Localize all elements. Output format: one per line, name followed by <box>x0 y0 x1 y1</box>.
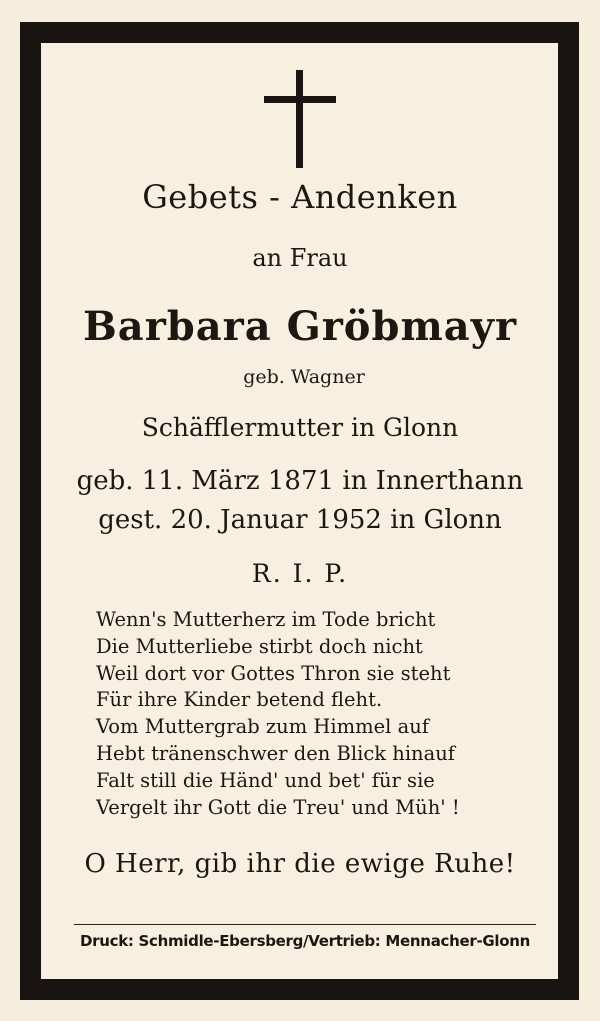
birth-line: geb. 11. März 1871 in Innerthann <box>76 466 524 496</box>
divider-rule <box>74 924 536 925</box>
occupation-text: Schäfflermutter in Glonn <box>141 413 459 442</box>
poem-line: Für ihre Kinder betend fleht. <box>96 688 383 712</box>
poem-line: Wenn's Mutterherz im Tode bricht <box>96 608 436 631</box>
maiden-name: geb. Wagner <box>243 366 365 388</box>
poem-line: Die Mutterliebe stirbt doch nicht <box>96 634 423 658</box>
poem-line: Vom Muttergrab zum Himmel auf <box>96 715 430 739</box>
poem-line: Hebt tränenschwer den Blick hinauf <box>96 741 456 765</box>
poem-line: Vergelt ihr Gott die Treu' und Müh' ! <box>96 795 460 819</box>
death-line: gest. 20. Januar 1952 in Glonn <box>98 505 502 535</box>
card-title: Gebets - Andenken <box>142 178 458 216</box>
closing-prayer: O Herr, gib ihr die ewige Ruhe! <box>84 849 516 879</box>
rip-text: R. I. P. <box>251 559 349 588</box>
memorial-poem <box>96 607 536 821</box>
poem-line: Falt still die Händ' und bet' für sie <box>96 768 435 792</box>
cross-icon <box>264 70 336 168</box>
poem-line: Weil dort vor Gottes Thron sie steht <box>96 661 451 685</box>
deceased-name: Barbara Gröbmayr <box>82 303 518 350</box>
printer-credit: Druck: Schmidle-Ebersberg/Vertrieb: Mennacher-Glonn <box>79 932 530 950</box>
dedication-text: an Frau <box>252 244 348 272</box>
